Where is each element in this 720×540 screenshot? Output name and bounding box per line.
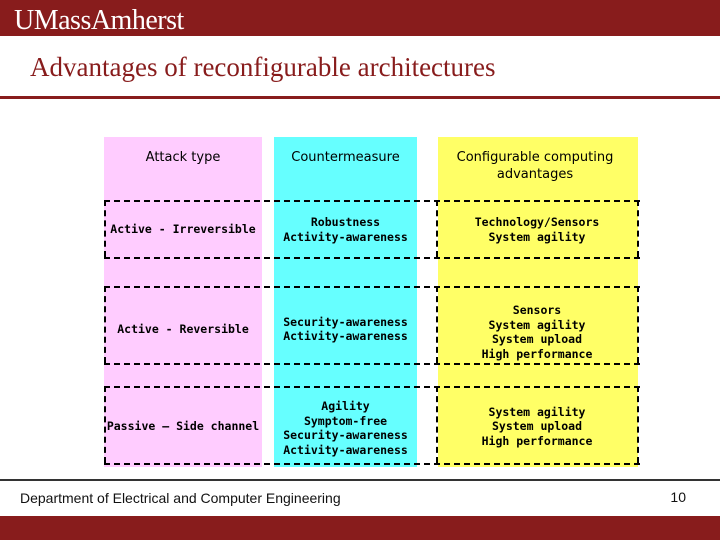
- table-cell-countermeasure: [274, 390, 417, 466]
- cell-text: Sensors: [512, 303, 562, 317]
- cell-text: Activity-awareness: [283, 229, 408, 244]
- cell-text: Activity-awareness: [283, 442, 408, 457]
- cell-text: Agility: [321, 399, 370, 413]
- cell-text: Technology/Sensors: [474, 215, 600, 229]
- cell-border: [637, 386, 639, 463]
- cell-text: Security-awareness: [283, 428, 408, 442]
- page-number: 10: [670, 489, 686, 505]
- cell-text: Active - Reversible: [117, 321, 249, 336]
- slide-title: Advantages of reconfigurable architectures: [30, 52, 496, 82]
- header-config-line-1: Configurable computing: [456, 150, 614, 165]
- cell-text: System upload: [491, 332, 582, 346]
- table-cell-attack: [104, 202, 262, 257]
- cell-text: System agility: [488, 404, 586, 419]
- header-configurable-advantages: [432, 149, 638, 183]
- footer-bar: [0, 516, 720, 540]
- cell-text: System upload: [491, 419, 582, 434]
- table-cell-attack: [100, 388, 266, 465]
- cell-border: [637, 286, 639, 363]
- umass-amherst-logo: UMassAmherst: [14, 5, 184, 36]
- cell-text: High performance: [481, 433, 593, 448]
- cell-text: Security-awareness: [283, 314, 408, 329]
- table-cell-countermeasure: [274, 288, 417, 370]
- table-cell-countermeasure: [274, 202, 417, 257]
- cell-text: System agility: [488, 317, 586, 332]
- header-countermeasure: Countermeasure: [291, 150, 400, 165]
- row-divider: [104, 257, 640, 259]
- cell-text: High performance: [481, 346, 593, 361]
- header-bar: [0, 0, 720, 36]
- department-name: Department of Electrical and Computer Engineering: [20, 490, 341, 506]
- header-config-line-2: advantages: [496, 167, 574, 182]
- cell-text: Robustness: [310, 215, 381, 229]
- title-divider: [0, 96, 720, 99]
- table-cell-config: [438, 288, 636, 376]
- cell-text: Passive – Side channel: [106, 419, 260, 434]
- cell-text: Symptom-free: [303, 413, 388, 428]
- footer-divider: [0, 479, 720, 481]
- cell-text: Activity-awareness: [283, 329, 408, 343]
- table-cell-config: [438, 202, 636, 257]
- table-cell-attack: [104, 288, 262, 370]
- cell-text: Active - Irreversible: [110, 222, 256, 237]
- header-attack-type: Attack type: [145, 150, 221, 165]
- cell-border: [637, 200, 639, 257]
- cell-text: System agility: [488, 229, 586, 244]
- table-cell-config: [438, 388, 636, 465]
